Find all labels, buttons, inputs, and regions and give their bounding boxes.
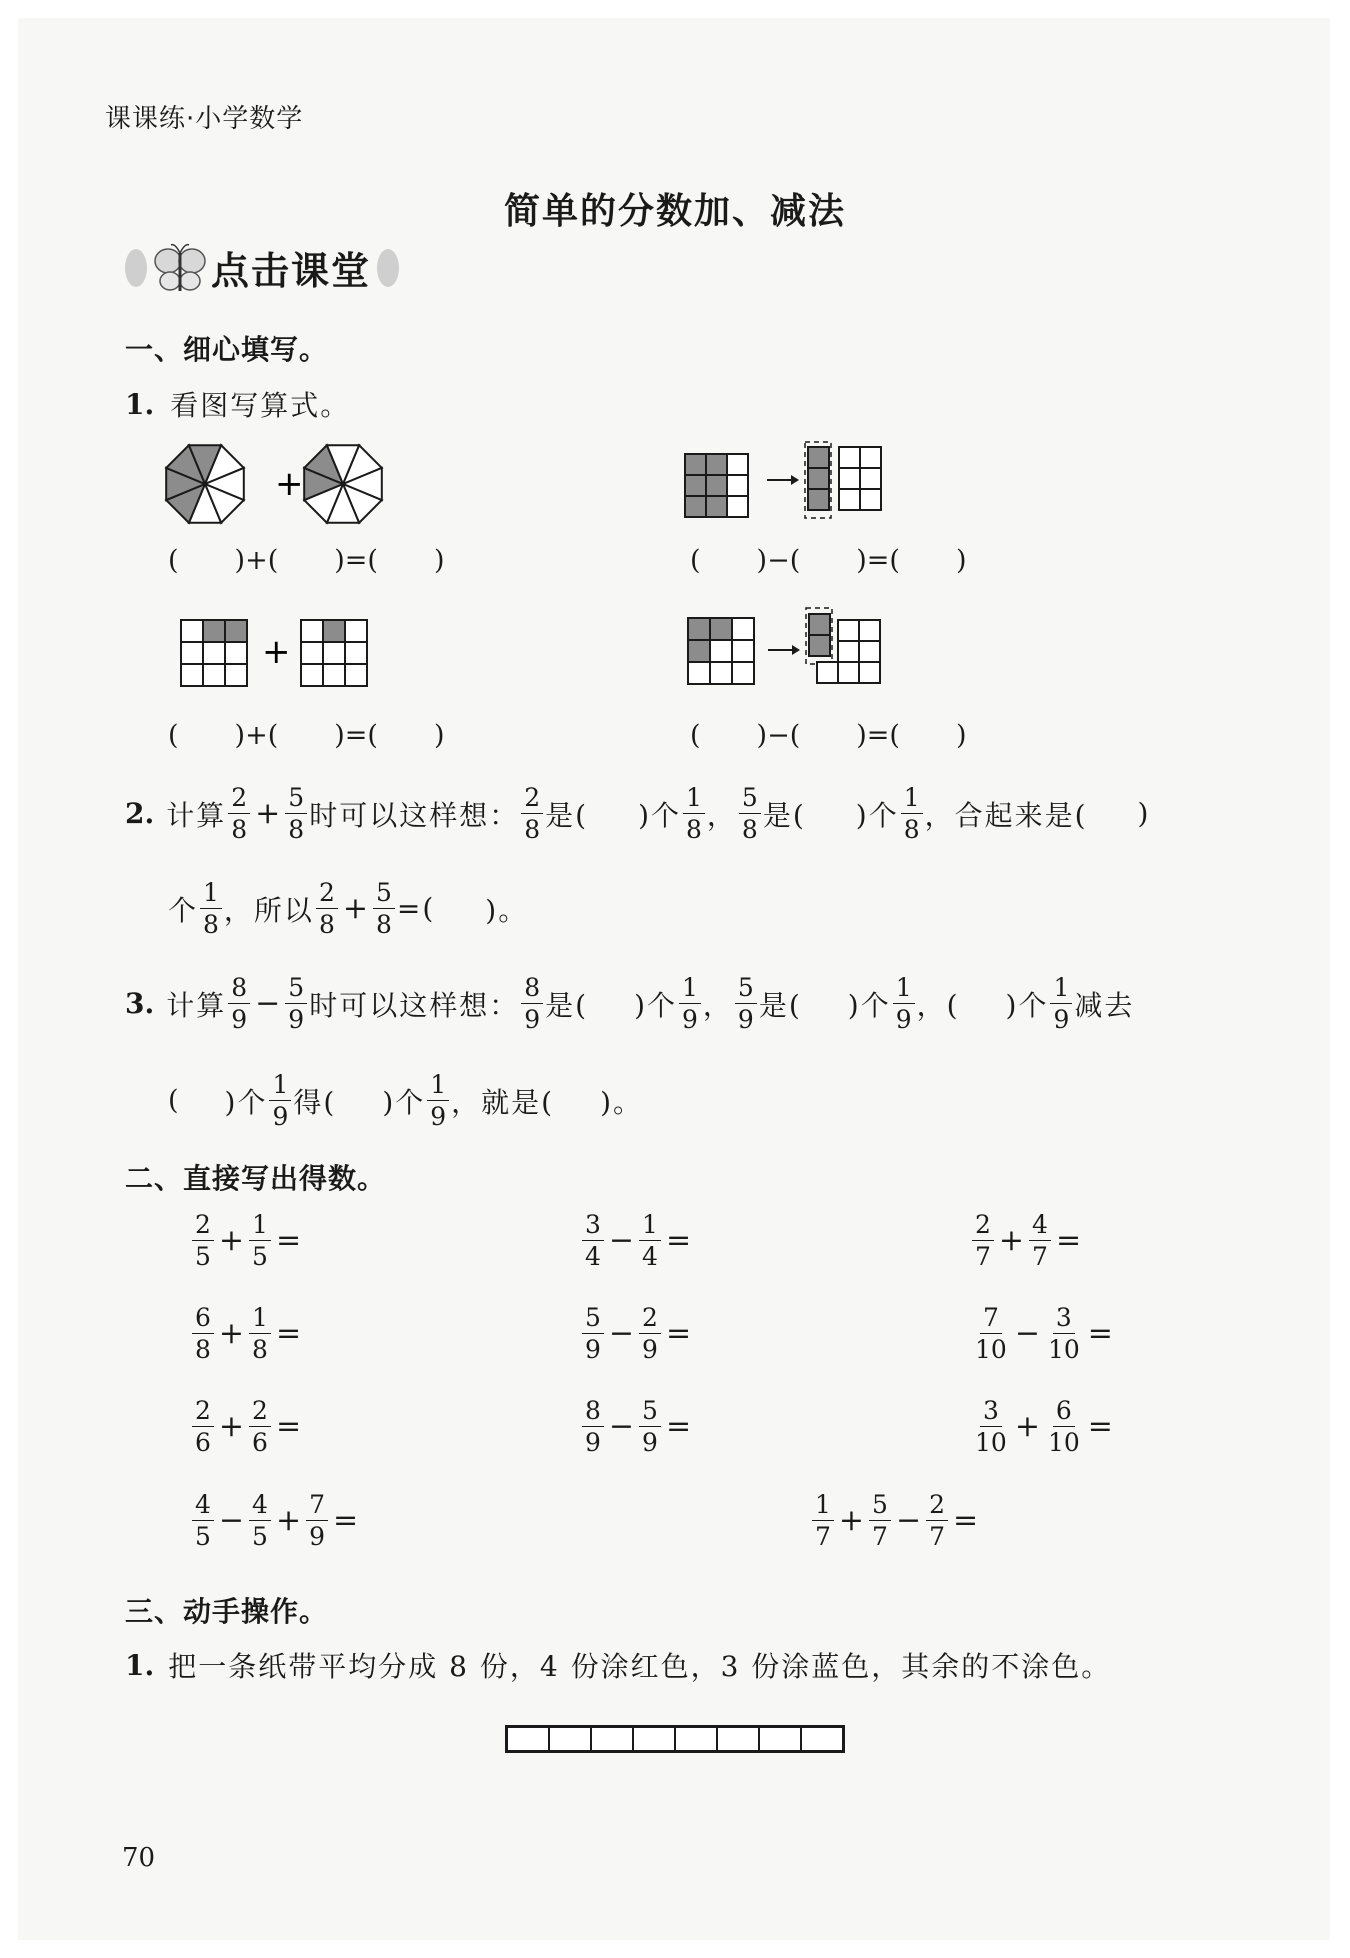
fraction: $\frac{3}{4}$ <box>582 1212 604 1269</box>
equals-sign: = <box>275 1223 302 1258</box>
grid-cell <box>860 447 881 468</box>
strip-cell[interactable] <box>550 1728 592 1750</box>
operator: + <box>218 1316 245 1351</box>
grid-cell <box>817 662 838 683</box>
strip-cell[interactable] <box>676 1728 718 1750</box>
fraction: $\frac{2}{6}$ <box>249 1398 271 1455</box>
equation-line-sub-1: ( )−( )=( ) <box>690 545 967 576</box>
question-2-line-2: 个 $\frac{1}{8}$ ，所以 $\frac{2}{8}$ + $\frac{5}{8}$ =( )。 <box>168 878 529 939</box>
fraction: $\frac{1}{4}$ <box>639 1212 661 1269</box>
grid-cell <box>225 620 247 642</box>
grid-cell <box>808 447 829 468</box>
equals-sign: = <box>1087 1316 1113 1351</box>
question-number: 2. <box>125 797 155 830</box>
strip-cell[interactable] <box>760 1728 802 1750</box>
fraction: $\frac{5}{9}$ <box>735 975 757 1032</box>
equals-sign: = <box>665 1409 692 1444</box>
grid-add-figure <box>181 618 381 688</box>
fraction: $\frac{2}{8}$ <box>228 785 250 842</box>
section-2-title: 二、直接写出得数。 <box>125 1162 387 1195</box>
equation-line-add-1: ( )+( )=( ) <box>168 545 445 576</box>
grid-cell <box>727 475 748 496</box>
fraction: $\frac{2}{8}$ <box>521 785 543 842</box>
fraction: $\frac{4}{5}$ <box>192 1492 214 1549</box>
grid-cell <box>838 620 859 641</box>
grid-cell <box>685 496 706 517</box>
grid-cell <box>859 662 880 683</box>
grid-cell <box>685 454 706 475</box>
equation-line-sub-2: ( )−( )=( ) <box>690 720 967 751</box>
fraction: $\frac{7}{9}$ <box>306 1492 328 1549</box>
grid-cell <box>859 620 880 641</box>
grid-cell <box>323 620 345 642</box>
grid-cell <box>839 447 860 468</box>
fraction: $\frac{7}{10}$ <box>975 1303 1007 1364</box>
question-2-line-1: 2. 计算 $\frac{2}{8}$ + $\frac{5}{8}$ 时可以这样想： $\frac{2}{8}$ 是( )个 $\frac{1}{8}$ ， $\frac{5}{8}$ 是( )个 $\frac{1}{8}$ ，合起来是( ) <box>125 783 1151 844</box>
operator: + <box>218 1409 245 1444</box>
operator: − <box>608 1223 635 1258</box>
grid-cell <box>203 620 225 642</box>
grid-cell <box>859 641 880 662</box>
fraction: $\frac{8}{9}$ <box>228 975 250 1032</box>
plus-sign: + <box>262 632 291 672</box>
fraction: $\frac{5}{9}$ <box>582 1305 604 1362</box>
fraction: $\frac{1}{9}$ <box>1050 975 1072 1032</box>
operator: − <box>1014 1316 1040 1351</box>
grid-cell <box>345 642 367 664</box>
exercise-item <box>190 1212 304 1269</box>
exercise-item <box>970 1212 1084 1269</box>
fraction: $\frac{2}{7}$ <box>926 1492 948 1549</box>
strip-cell[interactable] <box>634 1728 676 1750</box>
operator: + <box>998 1223 1025 1258</box>
octagon-figure <box>163 440 393 530</box>
grid-cell <box>203 642 225 664</box>
fraction: $\frac{1}{9}$ <box>893 975 915 1032</box>
equals-sign: = <box>665 1316 692 1351</box>
strip-cell[interactable] <box>718 1728 760 1750</box>
section-3-question-1: 1. 把一条纸带平均分成 8 份，4 份涂红色，3 份涂蓝色，其余的不涂色。 <box>125 1648 1112 1683</box>
fraction: $\frac{6}{10}$ <box>1047 1396 1080 1457</box>
grid-cell <box>839 489 860 510</box>
question-1 <box>125 384 350 424</box>
grid-cell <box>732 640 754 662</box>
grid-cell <box>225 664 247 686</box>
grid-cell <box>688 618 710 640</box>
grid-cell <box>839 468 860 489</box>
grid-cell <box>688 662 710 684</box>
paper-strip[interactable] <box>505 1725 845 1753</box>
grid-cell <box>838 641 859 662</box>
fraction: $\frac{4}{7}$ <box>1029 1212 1051 1269</box>
banner-text: 点击课堂 <box>211 249 372 293</box>
fraction: $\frac{1}{8}$ <box>249 1305 271 1362</box>
grid-cell <box>727 454 748 475</box>
fraction: $\frac{1}{8}$ <box>683 785 705 842</box>
grid-cell <box>710 618 732 640</box>
fraction: $\frac{5}{9}$ <box>285 975 307 1032</box>
operator: + <box>838 1503 865 1538</box>
exercise-item <box>580 1305 694 1362</box>
exercise-item <box>810 1492 981 1549</box>
strip-cell[interactable] <box>508 1728 550 1750</box>
grid-cell <box>203 664 225 686</box>
fraction: $\frac{2}{7}$ <box>972 1212 994 1269</box>
section-1-title: 一、细心填写。 <box>125 333 329 366</box>
operator: + <box>275 1503 302 1538</box>
octagon-left <box>166 445 244 523</box>
equals-sign: = <box>665 1223 692 1258</box>
fraction: $\frac{6}{8}$ <box>192 1305 214 1362</box>
fraction: $\frac{2}{5}$ <box>192 1212 214 1269</box>
grid-cell <box>181 664 203 686</box>
grid-cell <box>710 640 732 662</box>
fraction: $\frac{2}{6}$ <box>192 1398 214 1455</box>
equals-sign: = <box>275 1316 302 1351</box>
fraction: $\frac{1}{5}$ <box>249 1212 271 1269</box>
section-3-title: 三、动手操作。 <box>125 1595 329 1628</box>
exercise-item <box>190 1398 304 1455</box>
exercise-item <box>580 1212 694 1269</box>
grid-cell <box>706 496 727 517</box>
operator: − <box>608 1409 635 1444</box>
grid-cell <box>732 662 754 684</box>
fraction: $\frac{1}{8}$ <box>901 785 923 842</box>
fraction: $\frac{2}{8}$ <box>316 880 338 937</box>
equals-sign: = <box>275 1409 302 1444</box>
grid-cell <box>860 489 881 510</box>
grid-cell <box>838 662 859 683</box>
question-3-line-1: 3. 计算 $\frac{8}{9}$ − $\frac{5}{9}$ 时可以这样想： $\frac{8}{9}$ 是( )个 $\frac{1}{9}$ ， $\frac{5}{9}$ 是( )个 $\frac{1}{9}$ ，( )个 $\frac{1}{9}$ 减去 <box>125 973 1135 1034</box>
operator: − <box>895 1503 922 1538</box>
grid-cell <box>732 618 754 640</box>
strip-cell[interactable] <box>592 1728 634 1750</box>
operator: − <box>218 1503 245 1538</box>
grid-cell <box>685 475 706 496</box>
equation-line-add-2: ( )+( )=( ) <box>168 720 445 751</box>
section-banner <box>125 240 399 295</box>
fraction: $\frac{1}{7}$ <box>812 1492 834 1549</box>
fraction: $\frac{1}{8}$ <box>200 880 222 937</box>
fraction: $\frac{4}{5}$ <box>249 1492 271 1549</box>
fraction: $\frac{5}{8}$ <box>373 880 395 937</box>
grid-cell <box>323 664 345 686</box>
grid-cell <box>808 468 829 489</box>
fraction: $\frac{5}{9}$ <box>639 1398 661 1455</box>
operator: + <box>1014 1409 1040 1444</box>
grid-subtract-figure-1 <box>685 442 895 522</box>
butterfly-icon <box>153 241 207 295</box>
grid-cell <box>181 642 203 664</box>
question-number: 3. <box>125 987 155 1020</box>
fraction: $\frac{8}{9}$ <box>521 975 543 1032</box>
equals-sign: = <box>953 1503 979 1538</box>
grid-cell <box>808 489 829 510</box>
fraction: $\frac{1}{9}$ <box>679 975 701 1032</box>
exercise-item <box>970 1305 1116 1362</box>
fraction: $\frac{3}{10}$ <box>1047 1303 1080 1364</box>
question-3-line-2: ( )个 $\frac{1}{9}$ 得( )个 $\frac{1}{9}$ ，就是( )。 <box>168 1070 644 1131</box>
fraction: $\frac{1}{9}$ <box>269 1072 291 1129</box>
grid-cell <box>809 614 830 635</box>
fraction: $\frac{1}{9}$ <box>427 1072 449 1129</box>
strip-cell[interactable] <box>802 1728 842 1750</box>
grid-cell <box>225 642 247 664</box>
operator: − <box>608 1316 635 1351</box>
grid-cell <box>345 664 367 686</box>
equals-sign: = <box>1087 1409 1113 1444</box>
question-text: 看图写算式。 <box>170 389 351 422</box>
grid-cell <box>301 620 323 642</box>
grid-cell <box>710 662 732 684</box>
fraction: $\frac{5}{8}$ <box>739 785 761 842</box>
exercise-item <box>190 1305 304 1362</box>
grid-cell <box>301 664 323 686</box>
operator: + <box>218 1223 245 1258</box>
fraction: $\frac{5}{7}$ <box>869 1492 891 1549</box>
fraction: $\frac{2}{9}$ <box>639 1305 661 1362</box>
plus-sign: + <box>275 464 304 504</box>
series-title: 课课练·小学数学 <box>105 104 304 134</box>
octagon-right <box>304 445 382 523</box>
question-number: 1. <box>125 387 155 421</box>
grid-subtract-figure-2 <box>688 608 908 698</box>
exercise-item <box>970 1398 1116 1455</box>
grid-cell <box>860 468 881 489</box>
lesson-title: 简单的分数加、减法 <box>503 191 846 232</box>
page-number: 70 <box>122 1843 156 1873</box>
fraction: $\frac{5}{8}$ <box>285 785 307 842</box>
question-number: 1. <box>125 1648 155 1682</box>
equals-sign: = <box>1055 1223 1082 1258</box>
grid-cell <box>706 475 727 496</box>
grid-cell <box>181 620 203 642</box>
grid-cell <box>727 496 748 517</box>
fraction: $\frac{3}{10}$ <box>975 1396 1007 1457</box>
equals-sign: = <box>333 1503 359 1538</box>
grid-cell <box>706 454 727 475</box>
grid-cell <box>809 635 830 656</box>
fraction: $\frac{8}{9}$ <box>582 1398 604 1455</box>
grid-cell <box>323 642 345 664</box>
exercise-item <box>580 1398 694 1455</box>
grid-cell <box>345 620 367 642</box>
exercise-item <box>190 1492 361 1549</box>
grid-cell <box>301 642 323 664</box>
grid-cell <box>688 640 710 662</box>
